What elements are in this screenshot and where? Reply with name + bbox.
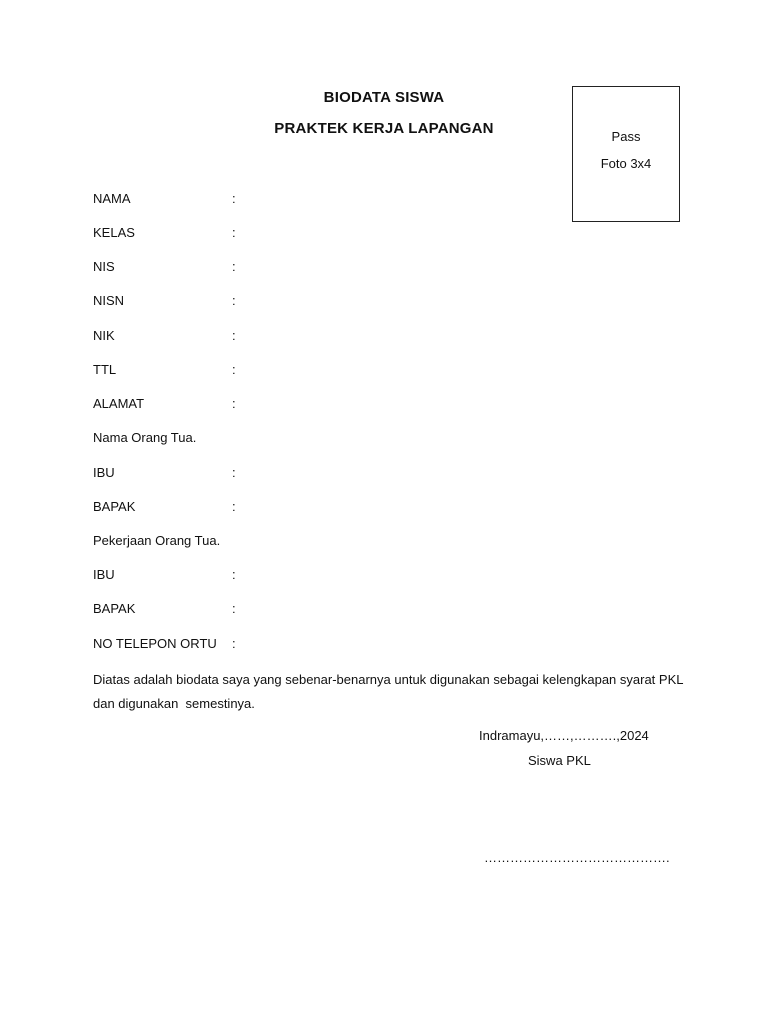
document-subtitle: PRAKTEK KERJA LAPANGAN xyxy=(274,120,494,137)
field-colon: : xyxy=(232,601,236,616)
field-row-alamat xyxy=(93,396,653,414)
field-colon: : xyxy=(232,567,236,582)
field-label: NIS xyxy=(93,259,115,274)
section-heading-parents-job: Pekerjaan Orang Tua. xyxy=(93,533,221,548)
field-label: BAPAK xyxy=(93,499,136,514)
signature-place-date: Indramayu,……,……….,2024 xyxy=(479,728,649,743)
document-title: BIODATA SISWA xyxy=(323,89,445,106)
field-colon: : xyxy=(232,328,236,343)
field-label: NIK xyxy=(93,328,115,343)
field-row-ttl xyxy=(93,362,653,380)
photo-label-size: Foto 3x4 xyxy=(600,156,652,171)
field-row-nisn xyxy=(93,293,653,311)
signature-name-line: ……………………………………. xyxy=(484,850,670,865)
field-label: BAPAK xyxy=(93,601,136,616)
field-label: KELAS xyxy=(93,225,135,240)
field-colon: : xyxy=(232,499,236,514)
field-row-kelas xyxy=(93,225,653,243)
field-row-ibu-job xyxy=(93,567,653,585)
signature-role: Siswa PKL xyxy=(528,753,591,768)
field-row-nama xyxy=(93,191,653,209)
field-colon: : xyxy=(232,259,236,274)
field-label: IBU xyxy=(93,465,115,480)
field-row-phone xyxy=(93,636,653,654)
statement-line: Diatas adalah biodata saya yang sebenar-benarnya untuk digunakan sebagai kelengkapan syarat PKL xyxy=(93,672,684,687)
statement-line: dan digunakan semestinya. xyxy=(93,696,255,711)
field-colon: : xyxy=(232,191,236,206)
field-row-bapak-name xyxy=(93,499,653,517)
field-colon: : xyxy=(232,225,236,240)
field-row-ibu-name xyxy=(93,465,653,483)
field-label: NO TELEPON ORTU xyxy=(93,636,217,651)
field-colon: : xyxy=(232,396,236,411)
section-heading-parents-name: Nama Orang Tua. xyxy=(93,430,197,445)
field-row-nis xyxy=(93,259,653,277)
field-label: NISN xyxy=(93,293,125,308)
field-label: TTL xyxy=(93,362,117,377)
field-row-nik xyxy=(93,328,653,346)
photo-label-pass: Pass xyxy=(611,129,641,144)
field-label: ALAMAT xyxy=(93,396,145,411)
field-label: NAMA xyxy=(93,191,131,206)
field-colon: : xyxy=(232,465,236,480)
field-colon: : xyxy=(232,636,236,651)
field-colon: : xyxy=(232,293,236,308)
field-label: IBU xyxy=(93,567,115,582)
field-colon: : xyxy=(232,362,236,377)
field-row-bapak-job xyxy=(93,601,653,619)
statement-paragraph xyxy=(93,668,693,716)
